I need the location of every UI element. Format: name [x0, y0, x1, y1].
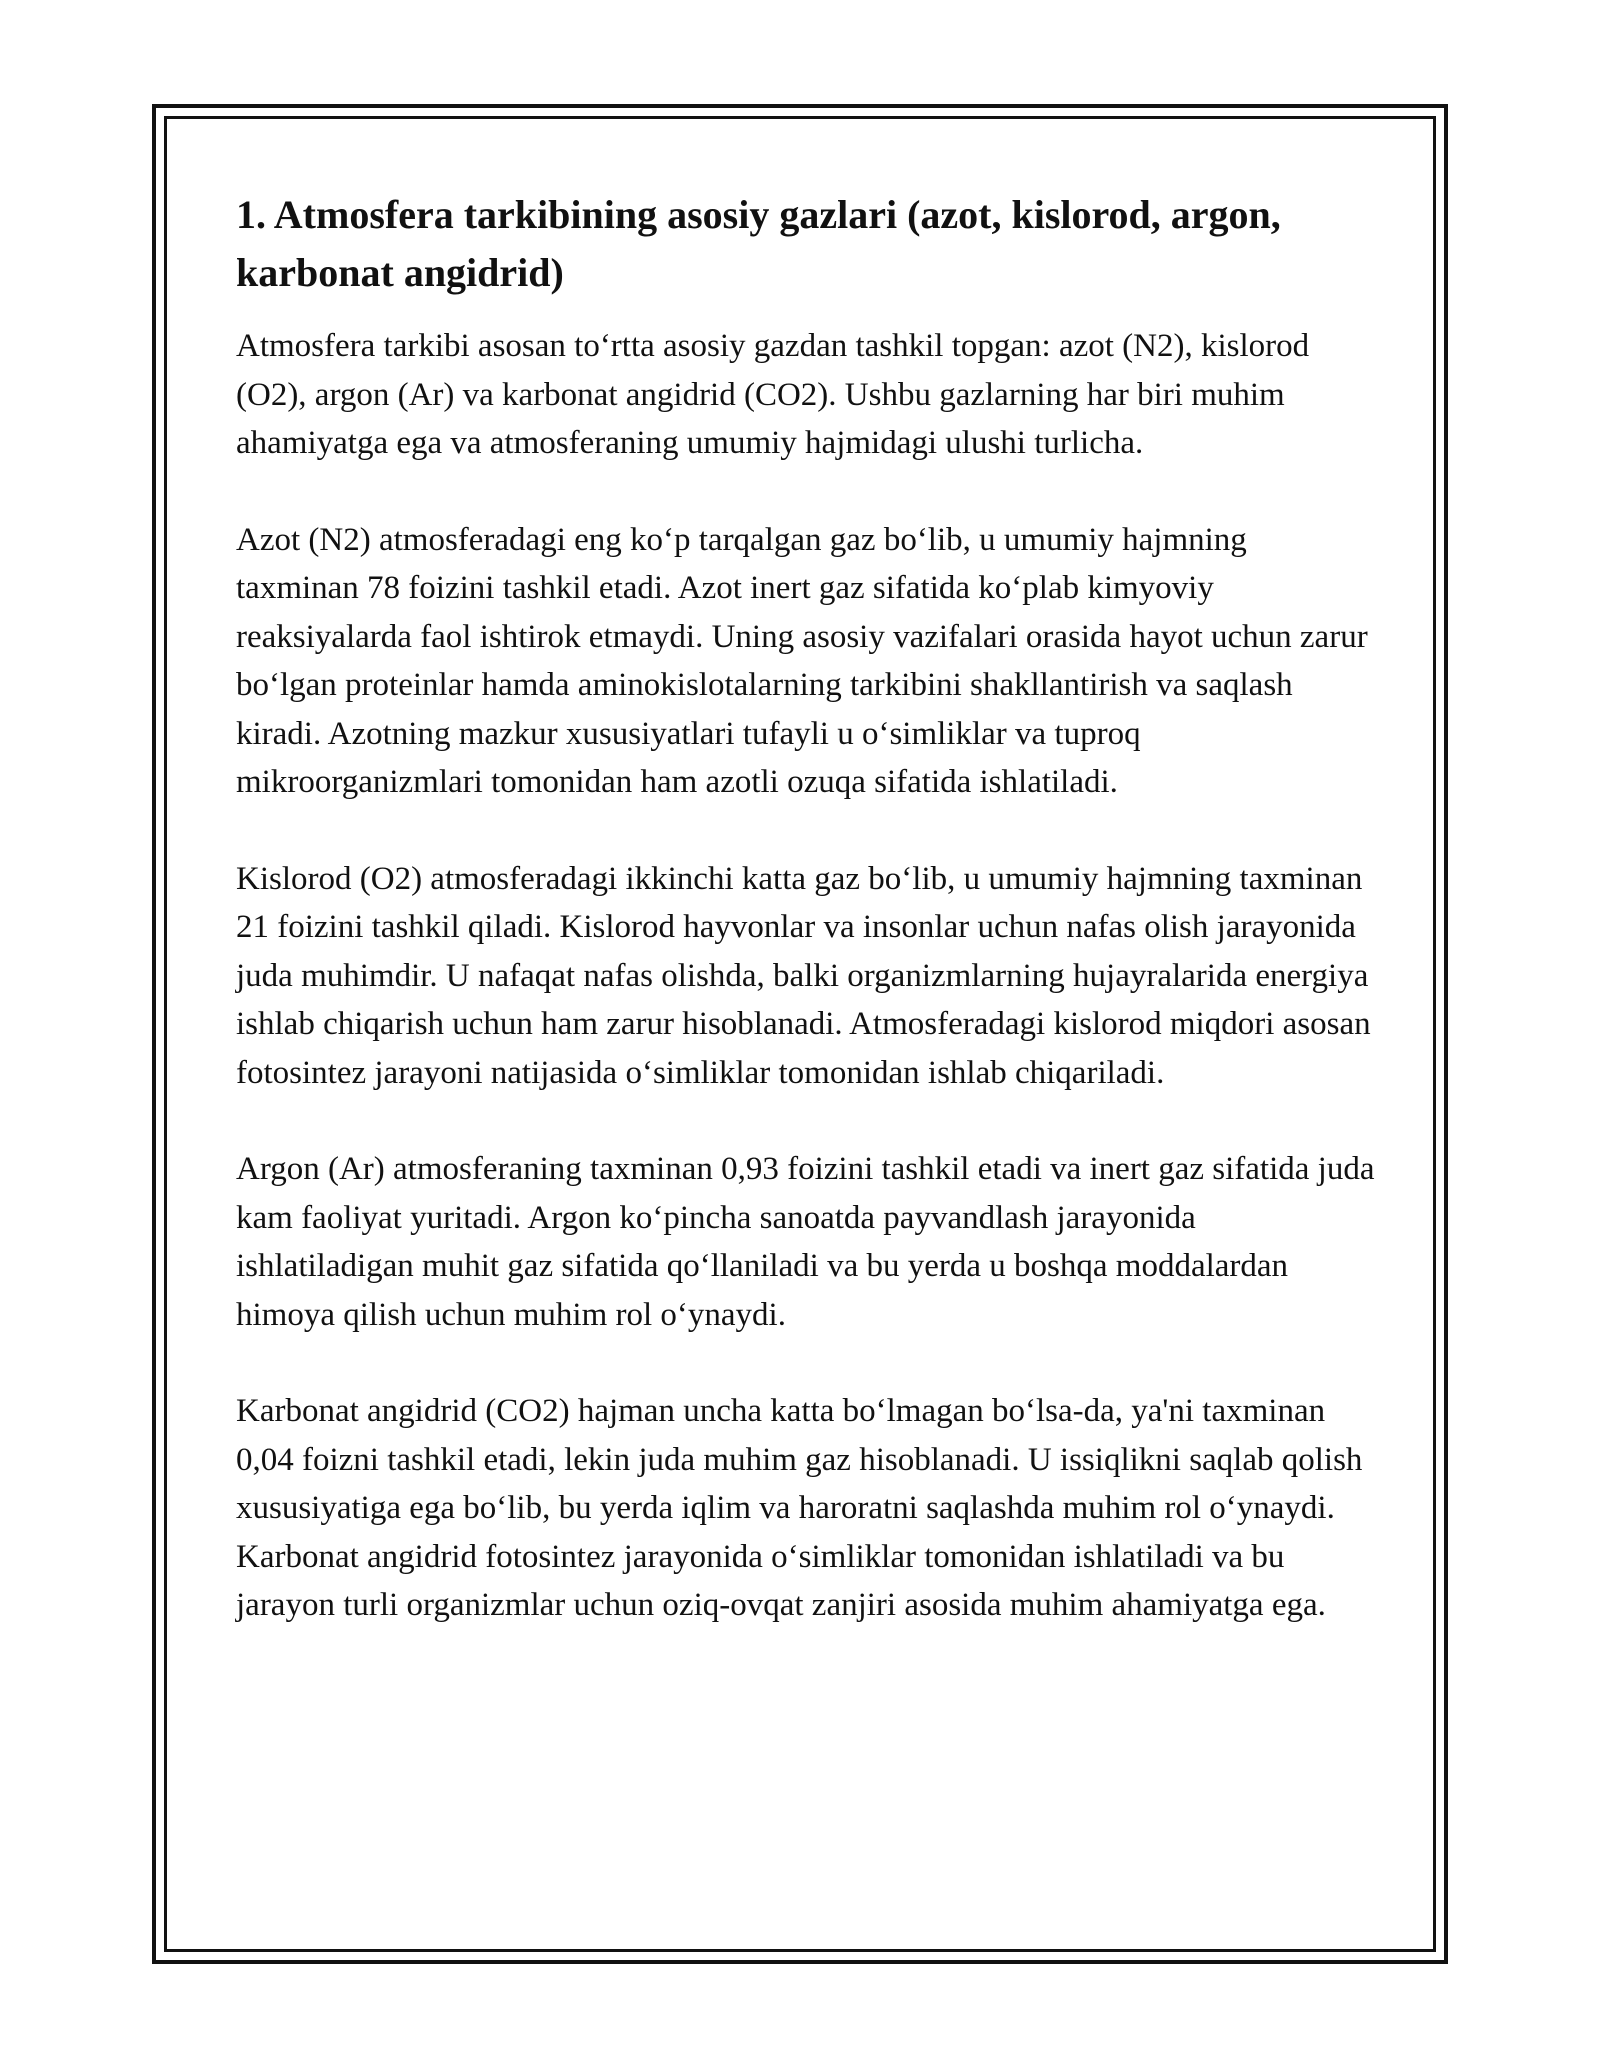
document-body	[236, 186, 1376, 1678]
paragraph-oxygen: Kislorod (O2) atmosferadagi ikkinchi katta gaz bo‘lib, u umumiy hajmning taxminan 21 foizini tashkil qiladi. Kislorod hayvonlar va insonlar uchun nafas olish jarayonida juda muhimdir. U nafaqat nafas olishda, balki organizmlarning hujayralarida energiya ishlab chiqarish uchun ham zarur hisoblanadi. Atmosferadagi kislorod miqdori asosan fotosintez jarayoni natijasida o‘simliklar tomonidan ishlab chiqariladi.	[236, 860, 1371, 1091]
section-heading: 1. Atmosfera tarkibining asosiy gazlari (azot, kislorod, argon, karbonat angidrid)	[236, 192, 1281, 295]
paragraph-argon: Argon (Ar) atmosferaning taxminan 0,93 foizini tashkil etadi va inert gaz sifatida juda kam faoliyat yuritadi. Argon ko‘pincha sanoatda payvandlash jarayonida ishlatiladigan muhit gaz sifatida qo‘llaniladi va bu yerda u boshqa moddalardan himoya qilish uchun muhim rol o‘ynaydi.	[236, 1151, 1375, 1333]
paragraph-nitrogen: Azot (N2) atmosferadagi eng ko‘p tarqalgan gaz bo‘lib, u umumiy hajmning taxminan 78 foizini tashkil etadi. Azot inert gaz sifatida ko‘plab kimyoviy reaksiyalarda faol ishtirok etmaydi. Uning asosiy vazifalari orasida hayot uchun zarur bo‘lgan proteinlar hamda aminokislotalarning tarkibini shakllantirish va saqlash kiradi. Azotning mazkur xususiyatlari tufayli u o‘simliklar va tuproq mikroorganizmlari tomonidan ham azotli ozuqa sifatida ishlatiladi.	[236, 521, 1368, 800]
paragraph-carbon-dioxide: Karbonat angidrid (CO2) hajman uncha katta bo‘lmagan bo‘lsa-da, ya'ni taxminan 0,04 foizni tashkil etadi, lekin juda muhim gaz hisoblanadi. U issiqlikni saqlab qolish xususiyatiga ega bo‘lib, bu yerda iqlim va haroratni saqlashda muhim rol o‘ynaydi. Karbonat angidrid fotosintez jarayonida o‘simliklar tomonidan ishlatiladi va bu jarayon turli organizmlar uchun oziq-ovqat zanjiri asosida muhim ahamiyatga ega.	[236, 1393, 1363, 1623]
paragraph-intro: Atmosfera tarkibi asosan to‘rtta asosiy gazdan tashkil topgan: azot (N2), kislorod (O2), argon (Ar) va karbonat angidrid (CO2). Ushbu gazlarning har biri muhim ahamiyatga ega va atmosferaning umumiy hajmidagi ulushi turlicha.	[236, 328, 1310, 461]
